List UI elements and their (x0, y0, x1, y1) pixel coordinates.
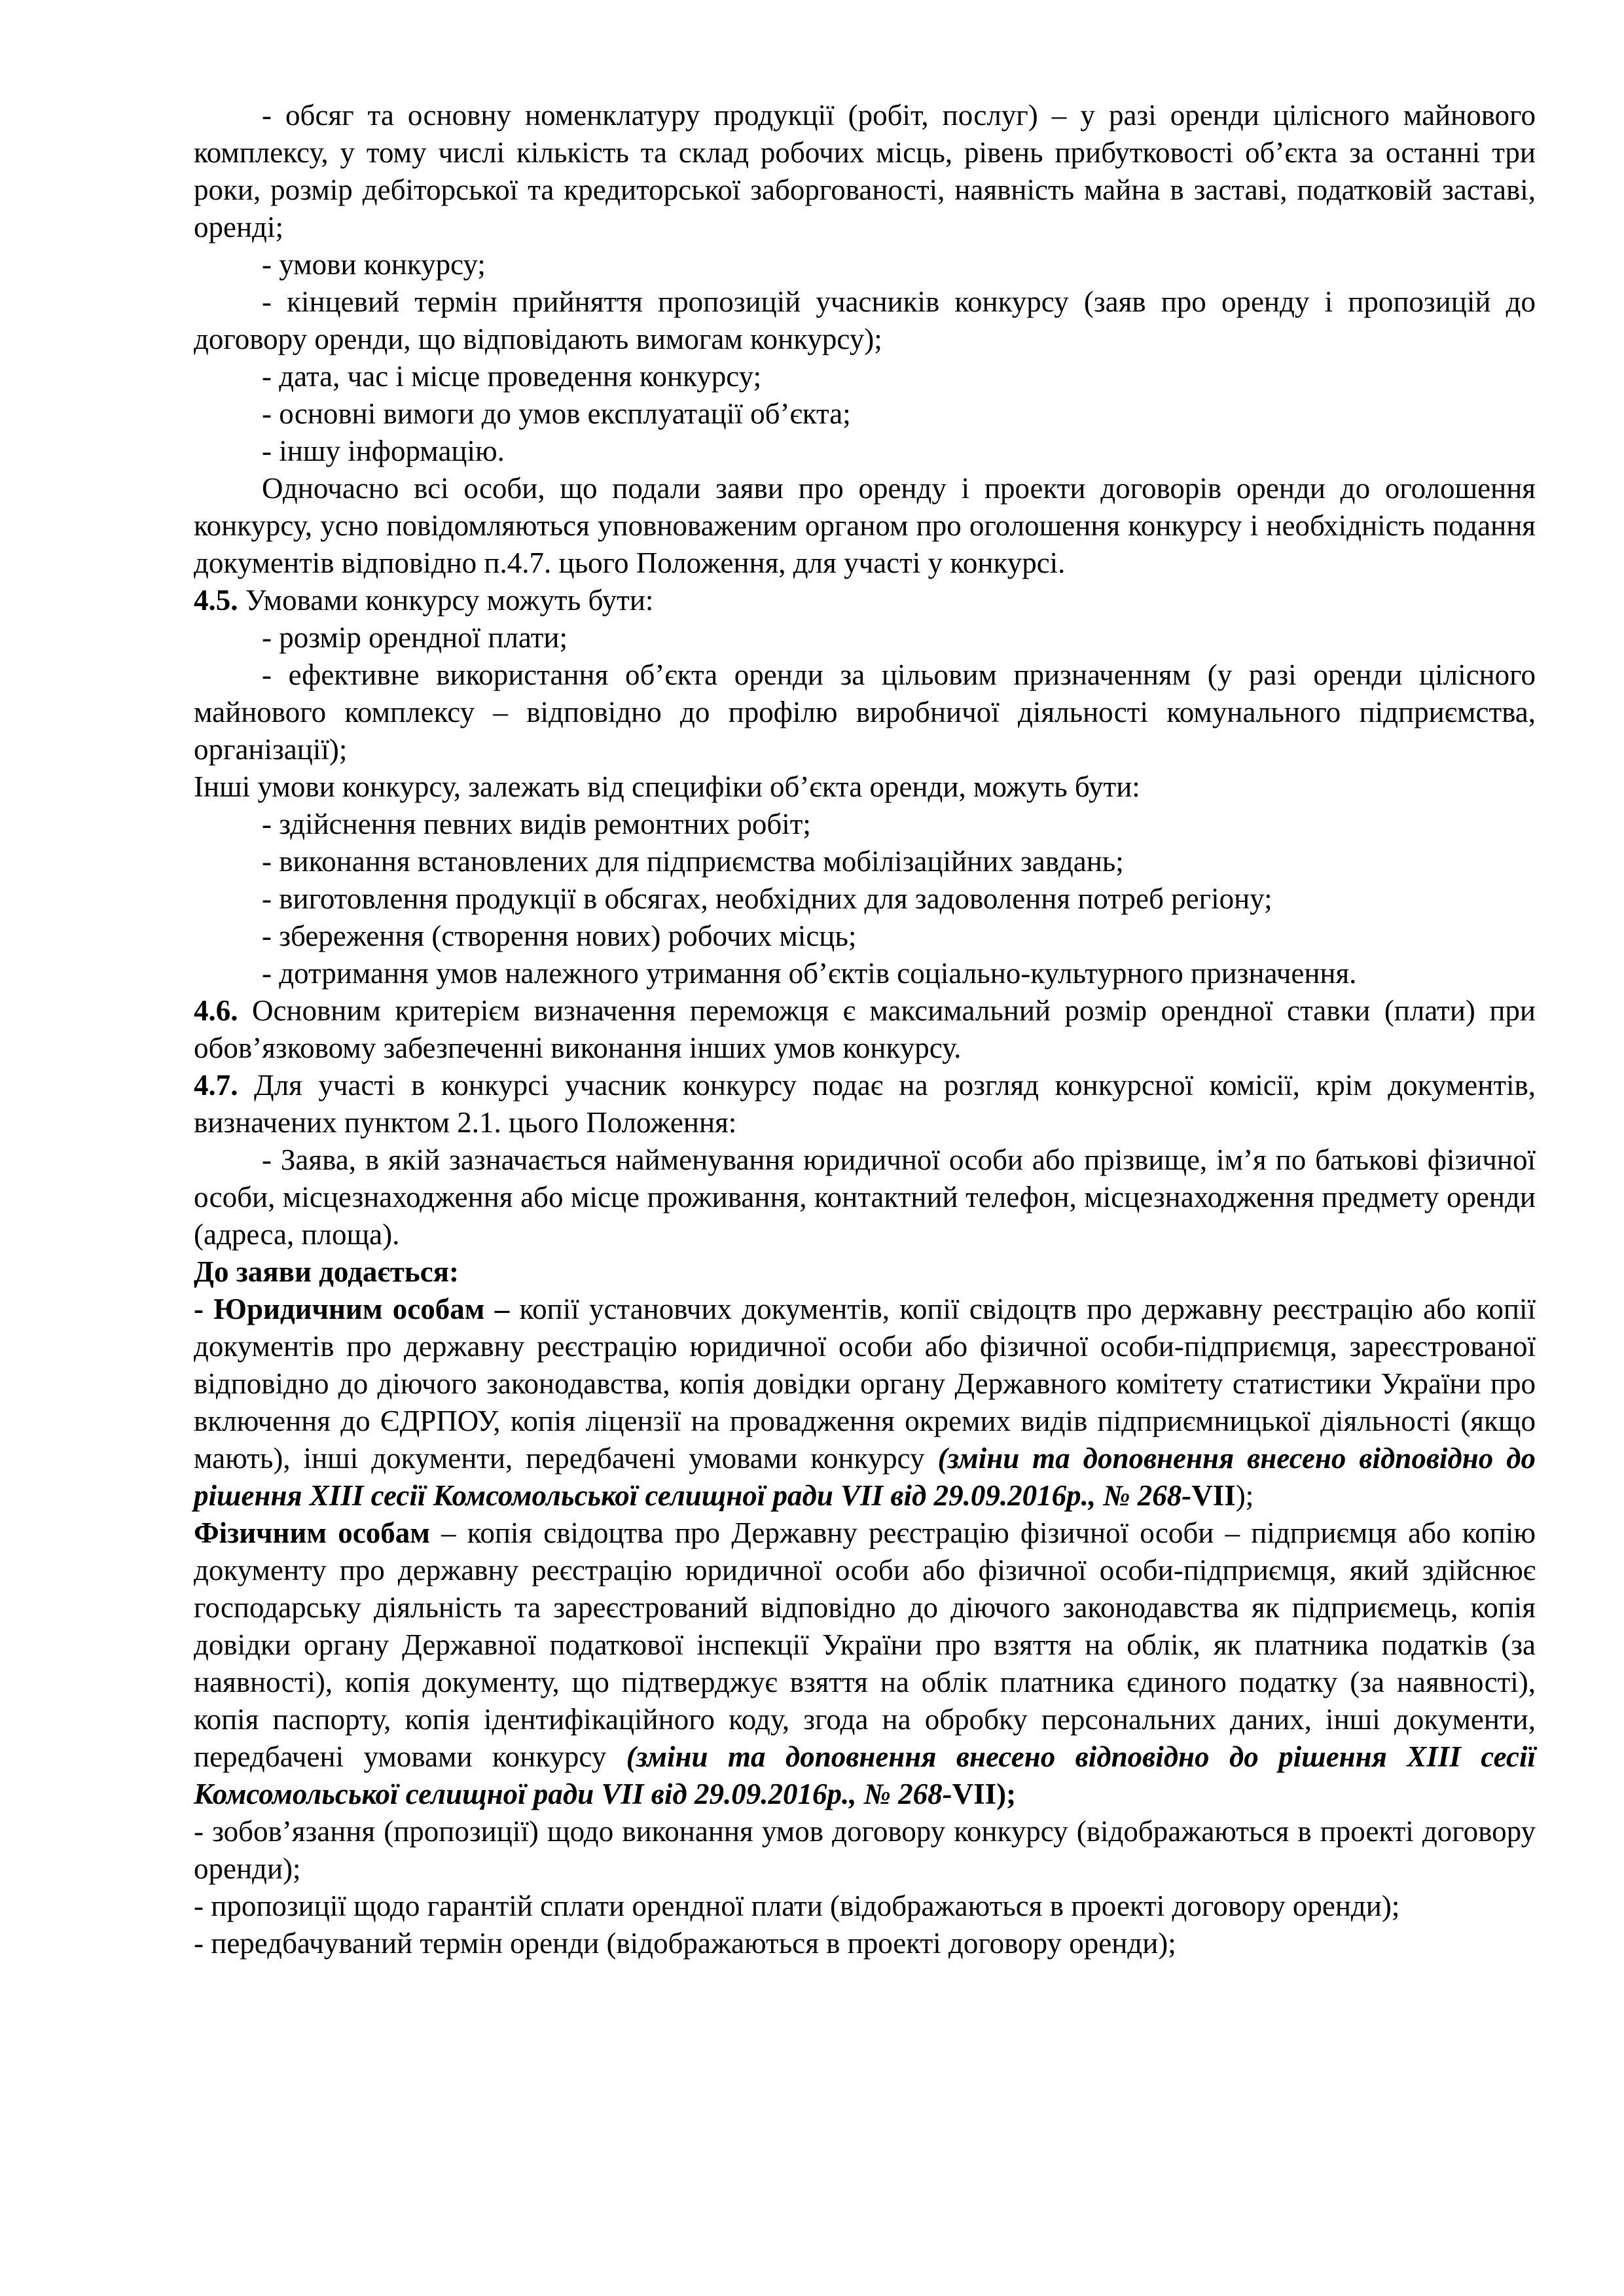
list-item: - виготовлення продукції в обсягах, необхідних для задоволення потреб регіону; (262, 882, 1272, 915)
amendment-note: (зміни та доповнення внесено відповідно до рішення ХІІІ сесії Комсомольської селищної ради VII від 29.09.2016р., № 268- (194, 1442, 1536, 1512)
list-item: - іншу інформацію. (262, 435, 505, 467)
attached-heading: До заяви додається: (194, 1255, 459, 1288)
list-item: - передбачуваний термін оренди (відображаються в проекті договору оренди); (194, 1927, 1176, 1960)
amendment-note: (зміни та доповнення внесено відповідно до рішення ХІІІ сесії Комсомольської селищної ради VII від 29.09.2016р., № 268- (194, 1740, 1536, 1810)
list-item: - дата, час і місце проведення конкурсу; (262, 360, 762, 393)
paragraph-end: ); (1235, 1479, 1254, 1512)
legal-entities-text: копії установчих документів, копії свідоцтв про державну реєстрацію або копії документів про державну реєстрацію юридичної особи або фізичної особи-підприємця, зареєстрованої відповідно до діючого законодавства, копія довідки органу Державного комітету статистики України про включення до ЄДРПОУ, копія ліцензії на провадження окремих видів підприємницької діяльності (якщо мають), інші документи, передбачені умовами конкурсу (194, 1293, 1536, 1475)
list-item: - обсяг та основну номенклатуру продукції (робіт, послуг) – у разі оренди цілісного майнового комплексу, у тому числі кількість та склад робочих місць, рівень прибутковості об’єкта за останні три роки, розмір дебіторської та кредиторської заборгованості, наявність майна в заставі, податковій заставі, оренді; (194, 99, 1536, 243)
section-number: 4.6. (194, 994, 238, 1027)
list-item: - зобов’язання (пропозиції) щодо виконання умов договору конкурсу (відображаються в проекті договору оренди); (194, 1815, 1536, 1885)
natural-persons-label: Фізичним особам (194, 1516, 430, 1549)
document-page (194, 97, 1536, 1962)
notice-paragraph: Одночасно всі особи, що подали заяви про оренду і проекти договорів оренди до оголошення конкурсу, усно повідомляються уповноваженим органом про оголошення конкурсу і необхідність подання документів відповідно п.4.7. цього Положення, для участі у конкурсі. (194, 472, 1536, 579)
natural-persons-text: – копія свідоцтва про Державну реєстрацію фізичної особи – підприємця або копію документу про державну реєстрацію юридичної особи або фізичної особи-підприємця, який здійснює господарську діяльність та зареєстрований відповідно до діючого законодавства як підприємець, копія довідки органу Державної податкової інспекції України про взяття на облік, як платника податків (за наявності), копія документу, що підтверджує взяття на облік платника єдиного податку (за наявності), копія паспорту, копія ідентифікаційного коду, згода на обробку персональних даних, інші документи, передбачені умовами конкурсу (194, 1516, 1536, 1773)
amendment-note-tail: VII); (952, 1778, 1017, 1810)
list-item: - кінцевий термін прийняття пропозицій учасників конкурсу (заяв про оренду і пропозицій до договору оренди, що відповідають вимогам конкурсу); (194, 285, 1536, 355)
section-number: 4.7. (194, 1069, 238, 1102)
section-4-7 (194, 1067, 1536, 1141)
list-item: - пропозиції щодо гарантій сплати орендної плати (відображаються в проекті договору оренди); (194, 1890, 1400, 1922)
section-text: Основним критерієм визначення переможця є максимальний розмір орендної ставки (плати) при обов’язковому забезпеченні виконання інших умов конкурсу. (194, 994, 1536, 1064)
list-item: - розмір орендної плати; (262, 621, 568, 654)
amendment-note-tail: VII (1191, 1479, 1236, 1512)
list-item: - умови конкурсу; (262, 248, 486, 281)
list-item: - ефективне використання об’єкта оренди за цільовим призначенням (у разі оренди цілісного майнового комплексу – відповідно до профілю виробничої діяльності комунального підприємства, організації); (194, 658, 1536, 766)
section-4-6 (194, 992, 1536, 1067)
other-conditions-intro: Інші умови конкурсу, залежать від специфіки об’єкта оренди, можуть бути: (194, 770, 1140, 803)
natural-persons-paragraph (194, 1515, 1536, 1813)
section-text: Умовами конкурсу можуть бути: (238, 584, 654, 617)
legal-entities-label: - Юридичним особам – (194, 1293, 510, 1325)
legal-entities-paragraph (194, 1291, 1536, 1515)
section-number: 4.5. (194, 584, 238, 617)
list-item: - основні вимоги до умов експлуатації об’єкта; (262, 397, 851, 430)
list-item: - збереження (створення нових) робочих місць; (262, 920, 857, 952)
list-item: - дотримання умов належного утримання об’єктів соціально-культурного призначення. (262, 957, 1357, 990)
list-item: - здійснення певних видів ремонтних робіт; (262, 808, 811, 840)
list-item: - виконання встановлених для підприємства мобілізаційних завдань; (262, 845, 1124, 878)
section-4-5 (194, 582, 1536, 619)
section-text: Для участі в конкурсі учасник конкурсу подає на розгляд конкурсної комісії, крім документів, визначених пунктом 2.1. цього Положення: (194, 1069, 1536, 1139)
application-item: - Заява, в якій зазначається найменування юридичної особи або прізвище, ім’я по батькові фізичної особи, місцезнаходження або місце проживання, контактний телефон, місцезнаходження предмету оренди (адреса, площа). (194, 1143, 1536, 1251)
